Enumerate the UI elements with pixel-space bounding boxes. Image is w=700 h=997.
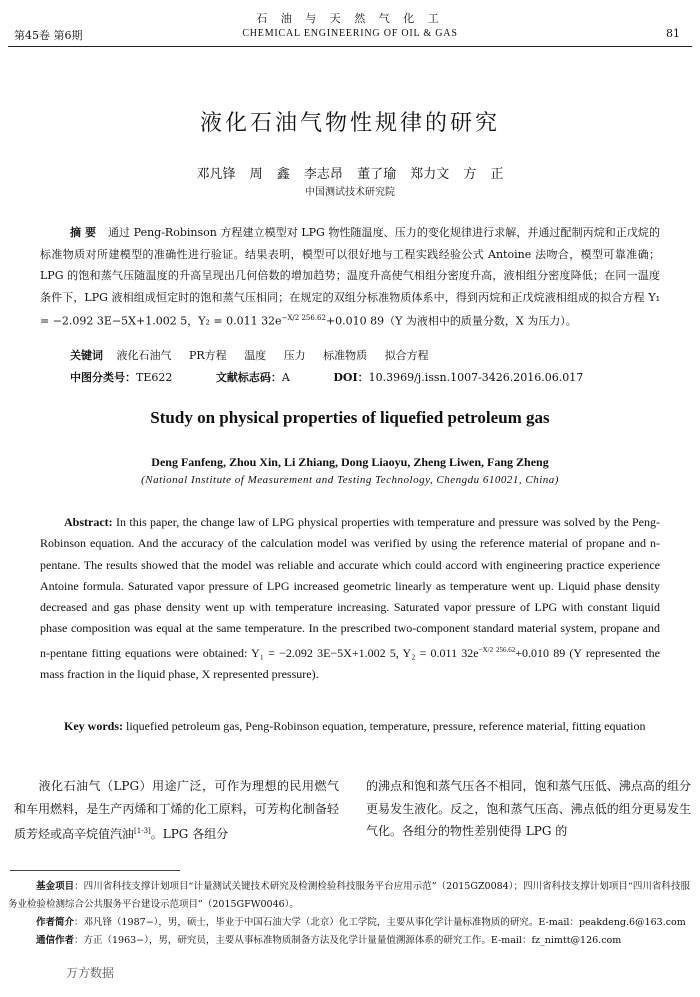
abstract-cn-exponent: −X/2 256.62 (281, 314, 326, 322)
abstract-en-tail: +0.010 89 (Y represented the mass fraction in the liquid phase, X represented pressure). (40, 645, 660, 682)
doi-label: DOI： (333, 371, 369, 384)
classification-line (70, 369, 583, 385)
body-left-tail: 。LPG 各组分 (150, 827, 229, 841)
watermark: 万方数据 (66, 966, 115, 980)
keywords-en-label: Key words: (64, 719, 123, 733)
abstract-cn-tail: +0.010 89（Y 为液相中的质量分数，X 为压力）。 (325, 314, 577, 328)
body-column-right (366, 775, 691, 843)
abstract-en-exponent: −X/2 256.62 (478, 645, 516, 654)
keyword-cn: PR方程 (189, 349, 227, 362)
keyword-cn: 压力 (283, 349, 306, 362)
running-header (0, 0, 700, 50)
journal-name-cn: 石 油 与 天 然 气 化 工 (256, 12, 444, 25)
doc-code-value: A (281, 371, 290, 384)
author-cn: 李志昂 (303, 167, 343, 182)
author-cn: 董了瑜 (357, 167, 397, 182)
page-number: 81 (666, 27, 680, 40)
fund-label: 基金项目 (36, 881, 75, 892)
authors-cn (0, 163, 700, 182)
fund-text: ：四川省科技支撑计划项目“计量测试关键技术研究及检测检验科技服务平台应用示范”（2015GZ0084）；四川省科技支撑计划项目“四川省科技服务业检验检测综合公共服务平台建设示范项目”（2015GFW0046）。 (8, 881, 690, 910)
footnote-contact (8, 932, 690, 950)
contact-label: 通信作者 (36, 935, 75, 946)
keyword-cn: 温度 (244, 349, 267, 362)
citation-ref: [1-3] (134, 827, 151, 835)
keyword-cn: 拟合方程 (384, 349, 429, 362)
body-right-text: 的沸点和饱和蒸气压各不相同，饱和蒸气压低、沸点高的组分更易发生液化。反之，饱和蒸气压高、沸点低的组分更易发生气化。各组分的物性差别使得 LPG 的 (366, 779, 691, 838)
footnotes (8, 878, 690, 950)
title-cn: 液化石油气物性规律的研究 (199, 111, 500, 136)
affiliation-en: (National Institute of Measurement and Testing Technology, Chengdu 610021, China) (141, 474, 559, 486)
author-bio-label: 作者简介 (36, 917, 75, 928)
author-cn: 方 正 (463, 167, 504, 182)
keywords-cn-label: 关键词 (70, 349, 103, 362)
keywords-en (40, 716, 660, 737)
abstract-cn-text: 通过 Peng-Robinson 方程建立模型对 LPG 物性随温度、压力的变化规律进行求解，并通过配制丙烷和正戊烷的标准物质对所建模型的准确性进行验证。结果表明，模型可以很好地与工程实践经验公式 Antoine 法吻合，模型可靠准确；LPG 的饱和蒸气压随温度的升高呈现出几何倍数的增加趋势；温度升高使气相组分密度升高，液相组分密度降低；在同一温度条件下，LPG 液相组成恒定时的饱和蒸气压相同；在规定的双组分标准物质体系中，得到丙烷和正戊烷液相组成的拟合方程 Y₁ = −2.092 3E−5X+1.002 5，Y₂ = 0.011 32e (40, 226, 660, 328)
keywords-cn (70, 347, 443, 363)
contact-text: ：方正（1963−），男，研究员，主要从事标准物质制备方法及化学计量量值溯源体系的研究工作。E-mail：fz_nimtt@126.com (74, 935, 622, 946)
clc-value: TE622 (136, 371, 173, 384)
keyword-cn: 液化石油气 (116, 349, 172, 362)
affiliation-cn: 中国测试技术研究院 (305, 187, 395, 198)
journal-name-en: CHEMICAL ENGINEERING OF OIL & GAS (242, 28, 458, 39)
keyword-cn: 标准物质 (323, 349, 368, 362)
abstract-en (40, 512, 660, 685)
doi-value: 10.3969/j.issn.1007-3426.2016.06.017 (368, 371, 584, 384)
doc-code-label: 文献标志码： (215, 371, 282, 384)
abstract-en-text: In this paper, the change law of LPG physical properties with temperature and pressure was solved by the Peng-Robinson equation. And the accuracy of the calculation model was verified by using the reference material of propane and n-pentane. The results showed that the model was reliable and accurate which could accord with engineering practice experience Antoine formula. Saturated vapor pressure of LPG increased geometric linearly as temperature went up. Liquid phase density decreased and gas phase density went up with temperature increasing. Saturated vapor pressure of LPG with constant liquid phase composition was equal at the same temperature. In the prescribed two-component standard material system, propane and n-pentane fitting equations were obtained: Y₁ = −2.092 3E−5X+1.002 5, Y₂ = 0.011 32e (40, 515, 661, 660)
abstract-en-label: Abstract: (64, 515, 113, 529)
author-bio-text: ：邓凡锋（1987−），男，硕士，毕业于中国石油大学（北京）化工学院，主要从事化学计量标准物质的研究。E-mail：peakdeng.6@163.com (74, 917, 686, 928)
author-cn: 邓凡锋 (196, 167, 236, 182)
body-left-text: 液化石油气（LPG）用途广泛，可作为理想的民用燃气和车用燃料，是生产丙烯和丁烯的化工原料，可芳构化制备轻质芳烃或高辛烷值汽油 (14, 779, 339, 841)
keywords-en-text: liquefied petroleum gas, Peng-Robinson equation, temperature, pressure, reference material, fitting equation (126, 719, 646, 733)
footnote-rule (10, 870, 180, 871)
abstract-cn (40, 222, 660, 332)
body-column-left (14, 775, 339, 846)
clc-label: 中图分类号： (70, 371, 136, 384)
author-cn: 郑力文 (410, 167, 450, 182)
volume-issue: 第45卷 第6期 (14, 29, 83, 42)
abstract-cn-label: 摘 要 (70, 226, 96, 239)
title-en: Study on physical properties of liquefied petroleum gas (150, 408, 550, 427)
header-rule (8, 46, 692, 47)
authors-en: Deng Fanfeng, Zhou Xin, Li Zhiang, Dong Liaoyu, Zheng Liwen, Fang Zheng (151, 455, 549, 469)
footnote-fund (8, 878, 690, 914)
footnote-author (8, 914, 690, 932)
author-cn: 周 鑫 (249, 167, 290, 182)
